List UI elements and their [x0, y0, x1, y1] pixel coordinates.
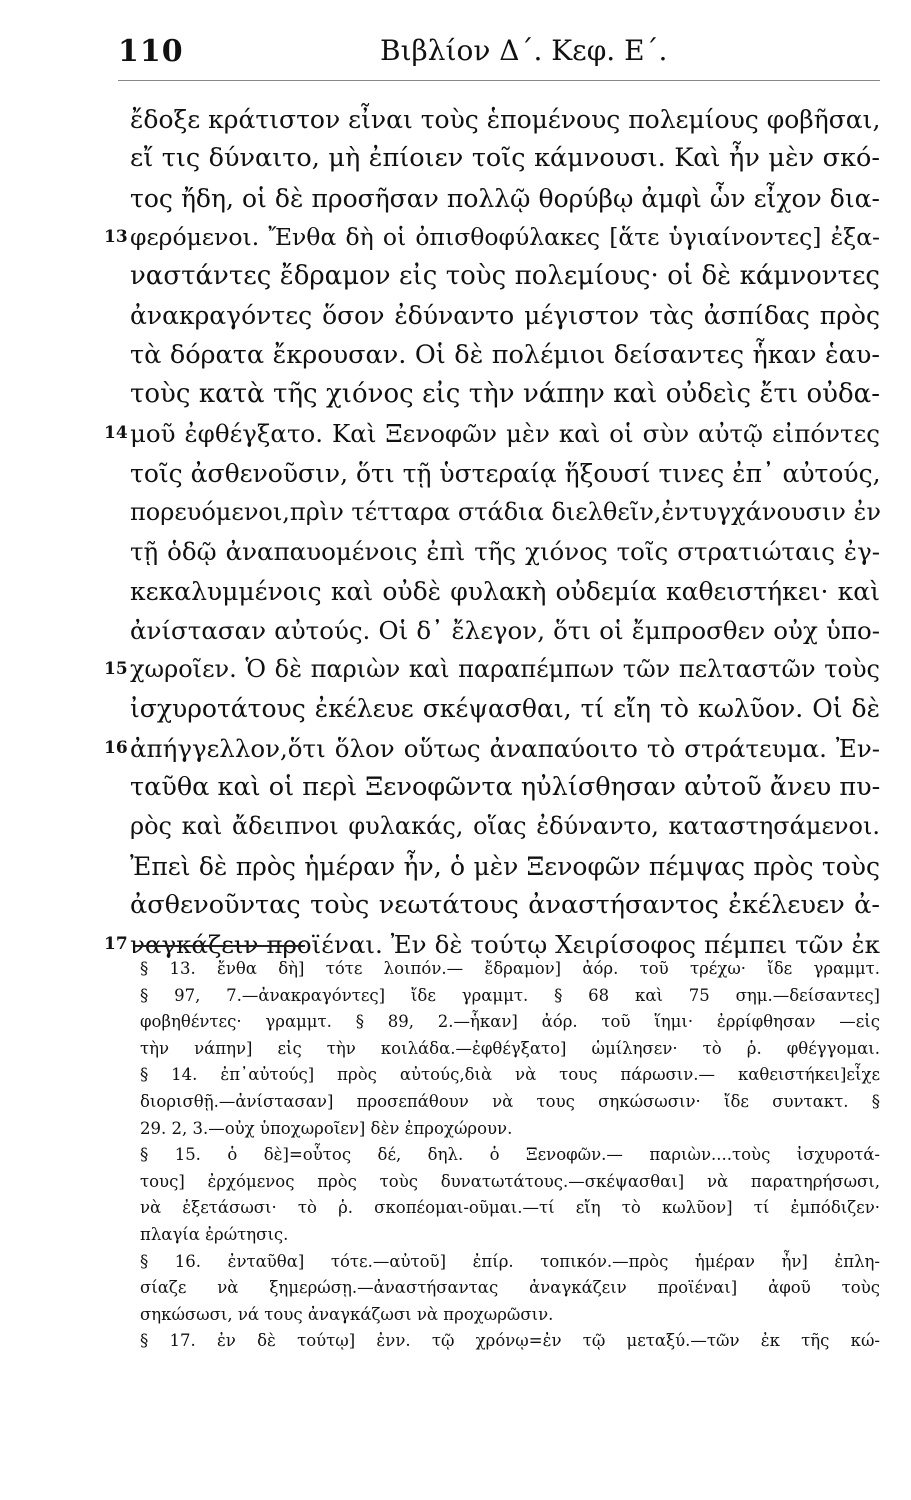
text-line [0, 336, 911, 375]
running-head: Βιβλίον Δ΄. Κεφ. Ε΄. [380, 34, 668, 67]
text-line [0, 807, 911, 846]
line-text: τῇ ὁδῷ ἀναπαυομένοις ἐπὶ τῆς χιόνος τοῖς στρατιώταις ἐγ- [130, 537, 880, 567]
footnote-line: σίαζε νὰ ξημερώσῃ.—ἀναστήσαντας ἀναγκάζειν προϊέναι] ἀφοῦ τοὺς [140, 1278, 880, 1298]
line-text: ρὸς καὶ ἄδειπνοι φυλακάς, οἵας ἐδύναντο, καταστησάμενοι. [130, 812, 880, 841]
line-text: τὰ δόρατα ἔκρουσαν. Οἱ δὲ πολέμιοι δείσαντες ἧκαν ἑαυ- [130, 339, 880, 370]
page-header [118, 34, 878, 78]
footnote-line: φοβηθέντες· γραμμτ. § 89, 2.—ἧκαν] ἀόρ. τοῦ ἵημι· ἐρρίφθησαν —εἰς [140, 1012, 880, 1032]
line-text: τος ἤδη, οἱ δὲ προσῆσαν πολλῷ θορύβῳ ἀμφὶ ὧν εἶχον δια- [130, 183, 880, 213]
section-number: 13 [104, 226, 128, 247]
footnotes [140, 956, 880, 1355]
main-text [0, 100, 911, 965]
text-line [0, 139, 911, 178]
line-text: πορευόμενοι,πρὶν τέτταρα στάδια διελθεῖν,ἐντυγχάνουσιν ἐν [130, 497, 881, 526]
section-number: 15 [104, 659, 128, 680]
footnote-line: τους] ἐρχόμενος πρὸς τοὺς δυνατωτάτους.—σκέψασθαι] νὰ παρατηρήσωσι, [140, 1171, 880, 1191]
text-line [0, 611, 911, 650]
text-line [0, 847, 911, 886]
line-text: χωροῖεν. Ὁ δὲ παριὼν καὶ παραπέμπων τῶν πελταστῶν τοὺς [130, 655, 880, 684]
footnote-line: νὰ ἐξετάσωσι· τὸ ῥ. σκοπέομαι-οῦμαι.—τί εἴη τὸ κωλῦον] τί ἐμπόδιζεν· [140, 1198, 880, 1218]
text-line [0, 296, 911, 335]
section-number: 16 [104, 737, 128, 758]
section-number: 14 [104, 423, 128, 444]
footnote-rule [135, 945, 305, 947]
line-text: φερόμενοι. Ἔνθα δὴ οἱ ὀπισθοφύλακες [ἅτε ὑγιαίνοντες] ἐξα- [130, 222, 880, 251]
footnote-line: § 13. ἔνθα δὴ] τότε λοιπόν.— ἔδραμον] ἀόρ. τοῦ τρέχω· ἴδε γραμμτ. [140, 959, 880, 978]
footnote-line: § 17. ἐν δὲ τούτῳ] ἐνν. τῷ χρόνῳ=ἐν τῷ μεταξύ.—τῶν ἐκ τῆς κώ- [140, 1331, 880, 1351]
line-text: τοῖς ἀσθενοῦσιν, ὅτι τῇ ὑστεραίᾳ ἥξουσί τινες ἐπ᾽ αὐτούς, [130, 458, 881, 488]
text-line [0, 414, 911, 453]
line-text: ἀσθενοῦντας τοὺς νεωτάτους ἀναστήσαντος ἐκέλευεν ἀ- [130, 889, 880, 920]
text-line [0, 257, 911, 296]
footnote-line: σηκώσωσι, νά τους ἀναγκάζωσι νὰ προχωρῶσιν. [140, 1304, 554, 1324]
footnote-line: § 14. ἐπ᾽αὐτούς] πρὸς αὐτούς,διὰ νὰ τους πάρωσιν.— καθειστήκει]εἶχε [140, 1065, 880, 1085]
line-text: ἀνακραγόντες ὅσον ἐδύναντο μέγιστον τὰς ἀσπίδας πρὸς [130, 301, 880, 331]
section-number: 17 [104, 934, 128, 955]
line-text: ταῦθα καὶ οἱ περὶ Ξενοφῶντα ηὐλίσθησαν αὐτοῦ ἄνευ πυ- [130, 772, 881, 803]
text-line [0, 650, 911, 689]
line-text: εἴ τις δύναιτο, μὴ ἐπίοιεν τοῖς κάμνουσι. Καὶ ἦν μὲν σκό- [130, 143, 880, 174]
text-line [0, 493, 911, 532]
text-line [0, 375, 911, 414]
footnote-line: § 97, 7.—ἀνακραγόντες] ἴδε γραμμτ. § 68 καὶ 75 σημ.—δείσαντες] [140, 985, 880, 1005]
footnote-line: πλαγία ἐρώτησις. [140, 1224, 289, 1244]
footnote-line: 29. 2, 3.—οὐχ ὑποχωροῖεν] δὲν ἐπροχώρουν. [140, 1118, 513, 1138]
text-line [0, 572, 911, 611]
text-line [0, 454, 911, 493]
footnote-line: § 16. ἐνταῦθα] τότε.—αὐτοῦ] ἐπίρ. τοπικόν.—πρὸς ἡμέραν ἦν] ἐπλη- [140, 1251, 880, 1271]
line-text: ἰσχυροτάτους ἐκέλευε σκέψασθαι, τί εἴη τὸ κωλῦον. Οἱ δὲ [130, 694, 880, 724]
header-rule [118, 80, 880, 81]
page-number: 110 [118, 34, 184, 69]
text-line [0, 886, 911, 925]
footnote-line: διορισθῇ.—ἀνίστασαν] προσεπάθουν νὰ τους σηκώσωσιν· ἴδε συντακτ. § [140, 1091, 880, 1111]
line-text: τοὺς κατὰ τῆς χιόνος εἰς τὴν νάπην καὶ οὐδεὶς ἔτι οὐδα- [130, 379, 880, 410]
line-text: Ἐπεὶ δὲ πρὸς ἡμέραν ἦν, ὁ μὲν Ξενοφῶν πέμψας πρὸς τοὺς [130, 851, 880, 881]
text-line [0, 689, 911, 728]
text-line [0, 532, 911, 571]
line-text: μοῦ ἐφθέγξατο. Καὶ Ξενοφῶν μὲν καὶ οἱ σὺν αὐτῷ εἰπόντες [130, 419, 880, 449]
line-text: ἔδοξε κράτιστον εἶναι τοὺς ἑπομένους πολεμίους φοβῆσαι, [130, 105, 881, 134]
line-text: ναγκάζειν προϊέναι. Ἐν δὲ τούτῳ Χειρίσοφος πέμπει τῶν ἐκ [130, 930, 880, 960]
text-line [0, 729, 911, 768]
line-text: ἀνίστασαν αὐτούς. Οἱ δ᾽ ἔλεγον, ὅτι οἱ ἔμπροσθεν οὐχ ὑπο- [130, 615, 880, 645]
text-line [0, 100, 911, 139]
footnote-line: § 15. ὁ δὲ]=οὗτος δέ, δηλ. ὁ Ξενοφῶν.— παριὼν....τοὺς ἰσχυροτά- [140, 1145, 880, 1165]
footnote-line: τὴν νάπην] εἰς τὴν κοιλάδα.—ἐφθέγξατο] ὡμίλησεν· τὸ ῥ. φθέγγομαι. [140, 1038, 880, 1058]
line-text: ναστάντες ἔδραμον εἰς τοὺς πολεμίους· οἱ δὲ κάμνοντες [130, 261, 880, 292]
text-line [0, 218, 911, 257]
line-text: κεκαλυμμένοις καὶ οὐδὲ φυλακὴ οὐδεμία καθειστήκει· καὶ [130, 576, 880, 606]
text-line [0, 179, 911, 218]
text-line [0, 768, 911, 807]
line-text: ἀπήγγελλον,ὅτι ὅλον οὕτως ἀναπαύοιτο τὸ στράτευμα. Ἐν- [130, 733, 880, 763]
